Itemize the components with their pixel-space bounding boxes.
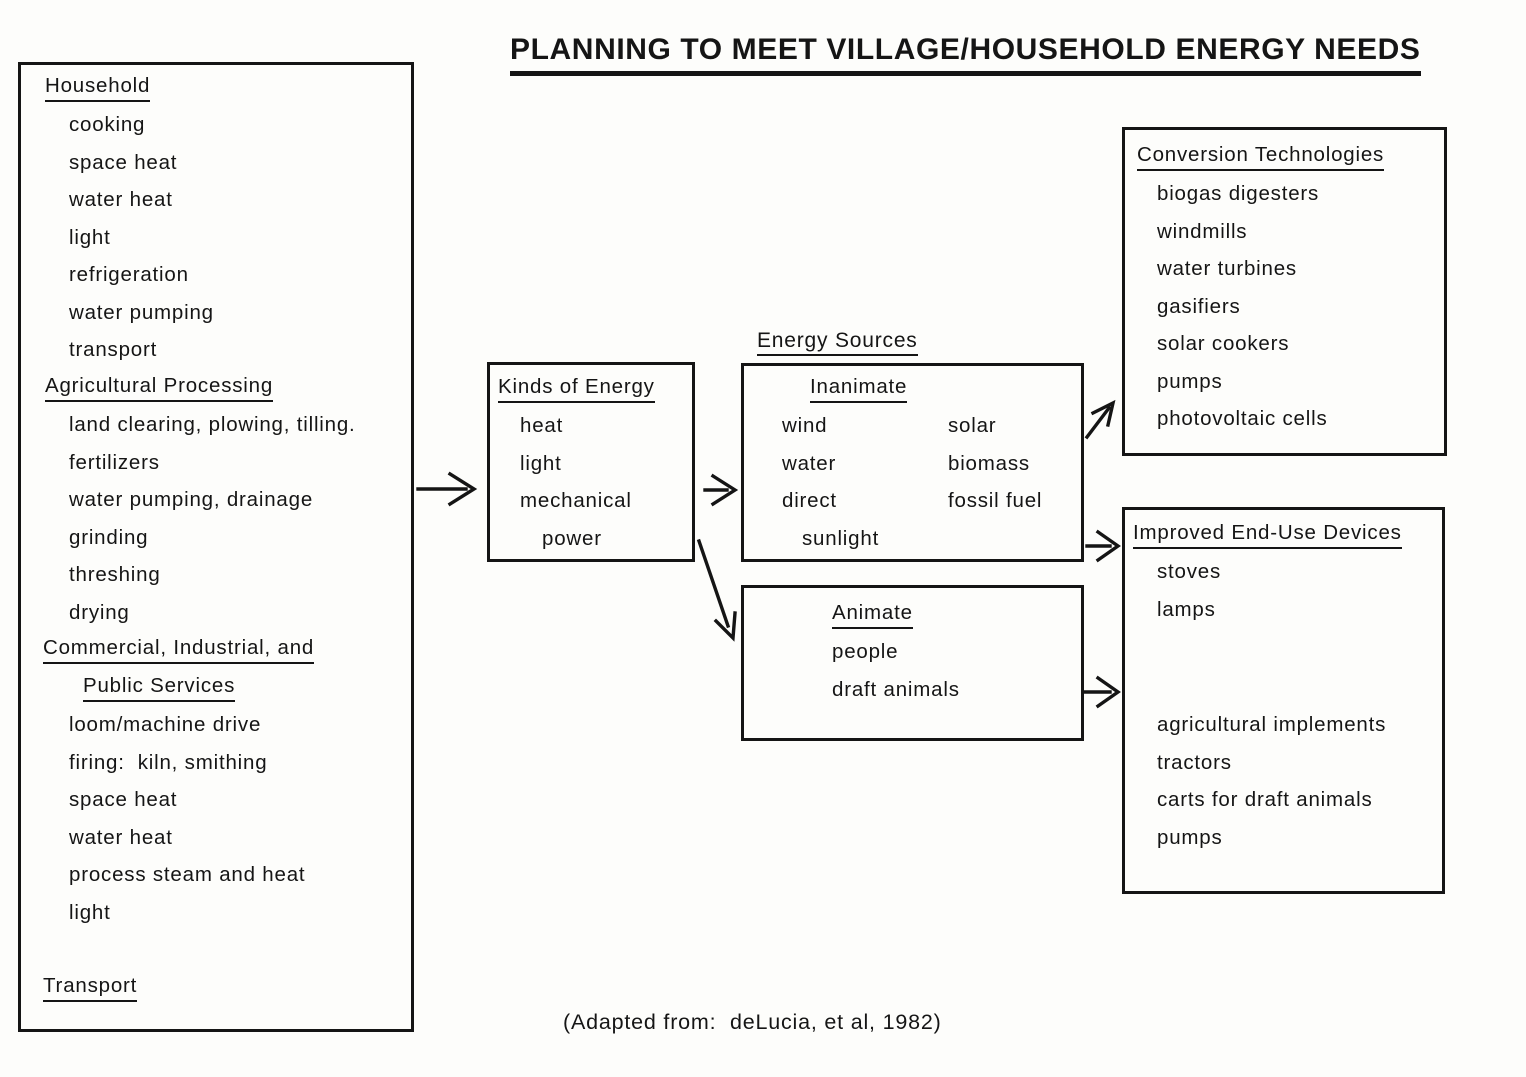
agricultural-item: threshing <box>69 563 161 587</box>
inanimate-item: solar <box>948 414 997 438</box>
transport-heading: Transport <box>43 974 137 1002</box>
end-use-item: carts for draft animals <box>1157 788 1373 812</box>
agricultural-item: fertilizers <box>69 450 160 474</box>
agricultural-item: water pumping, drainage <box>69 488 314 512</box>
kinds-of-energy-heading: Kinds of Energy <box>498 375 655 403</box>
inanimate-item: fossil fuel <box>948 489 1043 513</box>
household-item: light <box>69 225 111 249</box>
arrow-kinds-to-animate <box>699 541 735 638</box>
commercial-item: space heat <box>69 788 178 812</box>
inanimate-item: biomass <box>948 451 1030 475</box>
animate-item: people <box>832 640 899 664</box>
household-item: transport <box>69 338 158 362</box>
end-use-item: stoves <box>1157 560 1222 584</box>
conversion-heading: Conversion Technologies <box>1137 143 1384 171</box>
commercial-heading-line1: Commercial, Industrial, and <box>43 636 314 664</box>
end-use-item: lamps <box>1157 597 1216 621</box>
conversion-item: biogas digesters <box>1157 182 1320 206</box>
animate-item: draft animals <box>832 677 960 701</box>
conversion-item: water turbines <box>1157 257 1297 281</box>
energy-needs-box <box>18 62 414 1032</box>
end-use-item: pumps <box>1157 825 1223 849</box>
inanimate-box <box>741 363 1084 562</box>
commercial-heading-line2: Public Services <box>83 674 235 702</box>
spacer <box>1125 629 1442 707</box>
arrow-animate-to-end-use <box>1085 678 1118 706</box>
end-use-heading: Improved End-Use Devices <box>1133 521 1402 549</box>
agricultural-item: drying <box>69 600 130 624</box>
kind-item: mechanical <box>520 489 632 513</box>
arrow-kinds-to-inanimate <box>705 476 735 504</box>
agricultural-heading: Agricultural Processing <box>45 374 273 402</box>
arrow-inanimate-to-conversion <box>1087 403 1113 437</box>
end-use-item: agricultural implements <box>1157 713 1387 737</box>
arrow-inanimate-to-end-use <box>1087 532 1118 560</box>
household-item: cooking <box>69 113 146 137</box>
conversion-item: windmills <box>1157 219 1248 243</box>
household-item: water pumping <box>69 300 214 324</box>
inanimate-item: wind <box>782 414 828 438</box>
kind-item: power <box>542 526 602 550</box>
inanimate-item: water <box>782 451 837 475</box>
inanimate-heading: Inanimate <box>810 375 907 403</box>
household-heading: Household <box>45 74 150 102</box>
household-item: refrigeration <box>69 263 189 287</box>
conversion-technologies-box <box>1122 127 1447 456</box>
commercial-item: process steam and heat <box>69 863 306 887</box>
animate-heading: Animate <box>832 601 913 629</box>
conversion-item: gasifiers <box>1157 294 1241 318</box>
end-use-item: tractors <box>1157 750 1232 774</box>
inanimate-item: sunlight <box>802 526 880 550</box>
conversion-item: pumps <box>1157 369 1223 393</box>
conversion-item: solar cookers <box>1157 332 1290 356</box>
household-item: space heat <box>69 150 178 174</box>
kind-item: light <box>520 451 562 475</box>
source-caption: (Adapted from: deLucia, et al, 1982) <box>563 1010 942 1034</box>
energy-sources-label: Energy Sources <box>757 329 918 353</box>
agricultural-item: land clearing, plowing, tilling. <box>69 413 356 437</box>
spacer <box>21 932 411 970</box>
commercial-item: loom/machine drive <box>69 713 262 737</box>
page-title-text: PLANNING TO MEET VILLAGE/HOUSEHOLD ENERGY NEEDS <box>510 33 1421 76</box>
agricultural-item: grinding <box>69 525 149 549</box>
kind-item: heat <box>520 414 564 438</box>
commercial-item: light <box>69 900 111 924</box>
kinds-of-energy-box <box>487 362 695 562</box>
commercial-item: water heat <box>69 825 173 849</box>
commercial-item: firing: kiln, smithing <box>69 750 268 774</box>
household-item: water heat <box>69 188 173 212</box>
conversion-item: photovoltaic cells <box>1157 407 1328 431</box>
inanimate-item: direct <box>782 489 837 513</box>
animate-box <box>741 585 1084 741</box>
improved-end-use-box <box>1122 507 1445 894</box>
arrow-needs-to-kinds <box>418 474 474 504</box>
page-title <box>510 33 1421 67</box>
